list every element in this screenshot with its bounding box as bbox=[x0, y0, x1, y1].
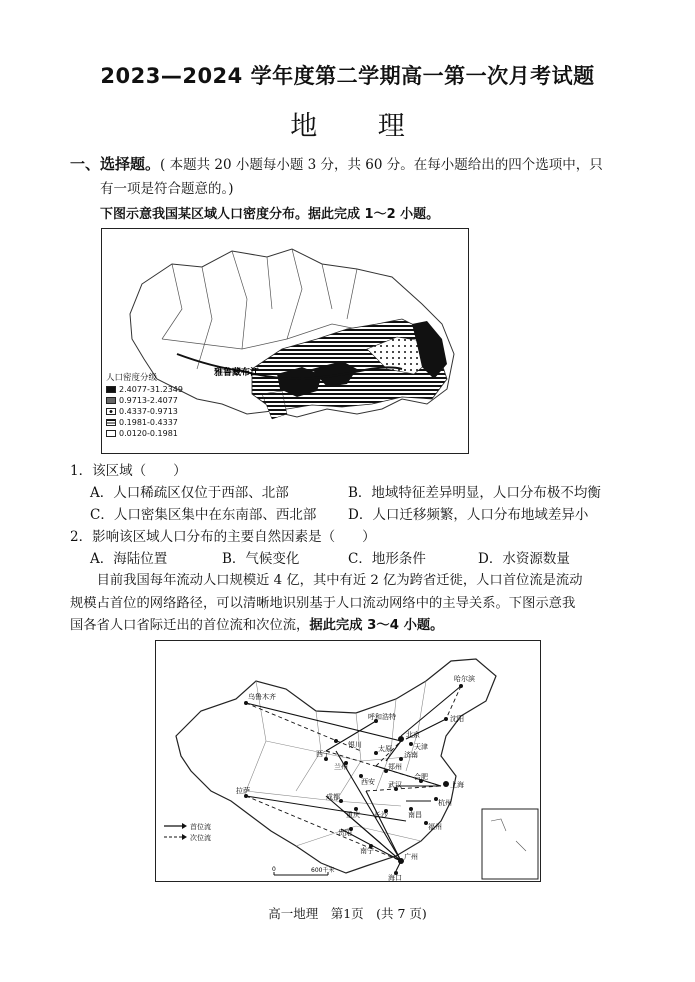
city-xining: 西宁 bbox=[316, 750, 330, 758]
city-shanghai: 上海 bbox=[450, 781, 464, 789]
city-wuhan: 武汉 bbox=[388, 781, 402, 789]
river-label: 雅鲁藏布江 bbox=[214, 368, 260, 378]
legend-item: 0.9713-2.4077 bbox=[106, 395, 183, 406]
legend-swatch-stripes bbox=[106, 419, 116, 426]
q1-option-d: D．人口迁移频繁，人口分布地域差异小 bbox=[348, 507, 589, 523]
q1-options-row2 bbox=[70, 504, 650, 526]
city-urumqi: 乌鲁木齐 bbox=[248, 693, 276, 701]
q1-option-b: B．地域特征差异明显，人口分布极不均衡 bbox=[348, 485, 601, 501]
legend-swatch-dots bbox=[106, 408, 116, 415]
population-density-map bbox=[101, 228, 469, 454]
flow-legend bbox=[164, 822, 211, 842]
q1-stem: 1．该区域（ ） bbox=[70, 463, 187, 479]
fig1-intro: 下图示意我国某区域人口密度分布。据此完成 1～2 小题。 bbox=[100, 207, 440, 222]
city-nanning: 南宁 bbox=[360, 847, 374, 855]
q1-options-row1 bbox=[70, 482, 650, 504]
city-lanzhou: 兰州 bbox=[334, 763, 348, 771]
migration-paragraph bbox=[70, 570, 645, 638]
q1-option-c: C．人口密集区集中在东南部、西北部 bbox=[90, 507, 317, 523]
para-line-3: 国各省人口省际迁出的首位流和次位流，据此完成 3～4 小题。 bbox=[70, 618, 444, 633]
city-guangzhou: 广州 bbox=[404, 853, 418, 861]
city-lhasa: 拉萨 bbox=[236, 787, 250, 795]
city-guiyang: 贵阳 bbox=[338, 829, 352, 837]
city-tianjin: 天津 bbox=[414, 743, 428, 751]
q2-stem: 2．影响该区域人口分布的主要自然因素是（ ） bbox=[70, 529, 376, 545]
questions-1-2 bbox=[70, 460, 650, 570]
q1-option-a: A．人口稀疏区仅位于西部、北部 bbox=[90, 485, 289, 501]
section-note-2: 有一项是符合题意的。) bbox=[100, 181, 234, 197]
legend-secondary-label: 次位流 bbox=[190, 834, 211, 842]
q2-option-b: B．气候变化 bbox=[222, 551, 300, 567]
legend-title: 人口密度分级 bbox=[106, 372, 158, 383]
city-changsha: 长沙 bbox=[374, 811, 388, 819]
city-nanchang: 南昌 bbox=[408, 811, 422, 819]
city-harbin: 哈尔滨 bbox=[454, 675, 475, 683]
city-chengdu: 成都 bbox=[326, 793, 340, 801]
q2-option-a: A．海陆位置 bbox=[90, 551, 168, 567]
q2-option-d: D．水资源数量 bbox=[478, 551, 570, 567]
legend-swatch-black bbox=[106, 386, 116, 393]
legend-item: 0.1981-0.4337 bbox=[106, 417, 183, 428]
subject-title: 地 理 bbox=[290, 111, 431, 142]
legend-primary-label: 首位流 bbox=[190, 823, 211, 831]
city-hefei: 合肥 bbox=[414, 773, 428, 781]
city-shenyang: 沈阳 bbox=[450, 715, 464, 723]
city-xian: 西安 bbox=[361, 778, 375, 786]
legend-item: 0.0120-0.1981 bbox=[106, 428, 183, 439]
density-legend bbox=[106, 371, 183, 439]
para-line-1: 目前我国每年流动人口规模近 4 亿，其中有近 2 亿为跨省迁徙，人口首位流是流动 bbox=[96, 573, 583, 588]
city-chongqing: 重庆 bbox=[346, 811, 360, 819]
section-heading-line bbox=[70, 152, 635, 177]
q2-option-c: C．地形条件 bbox=[348, 551, 426, 567]
legend-item: 0.4337-0.9713 bbox=[106, 406, 183, 417]
city-jinan: 济南 bbox=[404, 751, 418, 759]
q2-options bbox=[70, 548, 650, 570]
flow-map-svg bbox=[156, 641, 540, 881]
migration-flow-map bbox=[155, 640, 541, 882]
legend-item: 2.4077-31.2349 bbox=[106, 384, 183, 395]
scale-label: 600千米 bbox=[311, 867, 335, 874]
exam-title: 2023—2024 学年度第二学期高一第一次月考试题 bbox=[100, 64, 595, 88]
scale-zero: 0 bbox=[272, 866, 276, 873]
section-note-1: ( 本题共 20 小题每小题 3 分，共 60 分。在每小题给出的四个选项中，只 bbox=[160, 157, 603, 173]
city-yinchuan: 银川 bbox=[348, 741, 362, 749]
city-zhengzhou: 郑州 bbox=[388, 763, 402, 771]
city-haikou: 海口 bbox=[388, 874, 402, 881]
city-fuzhou: 福州 bbox=[428, 823, 442, 831]
para-line-2: 规模占首位的网络路径，可以清晰地识别基于人口流动网络中的主导关系。下图示意我 bbox=[70, 595, 576, 611]
city-hangzhou: 杭州 bbox=[438, 799, 452, 807]
section-choice bbox=[70, 152, 635, 201]
south-china-sea-inset bbox=[482, 809, 538, 879]
city-taiyuan: 太原 bbox=[378, 745, 392, 753]
city-hohhot: 呼和浩特 bbox=[368, 713, 396, 721]
section-heading: 一、选择题。 bbox=[70, 155, 161, 173]
scale-bar bbox=[272, 866, 334, 875]
legend-swatch-white bbox=[106, 430, 116, 437]
city-beijing: 北京 bbox=[406, 731, 420, 739]
legend-swatch-dark bbox=[106, 397, 116, 404]
page-footer: 高一地理 第1页 (共 7 页) bbox=[268, 906, 427, 921]
